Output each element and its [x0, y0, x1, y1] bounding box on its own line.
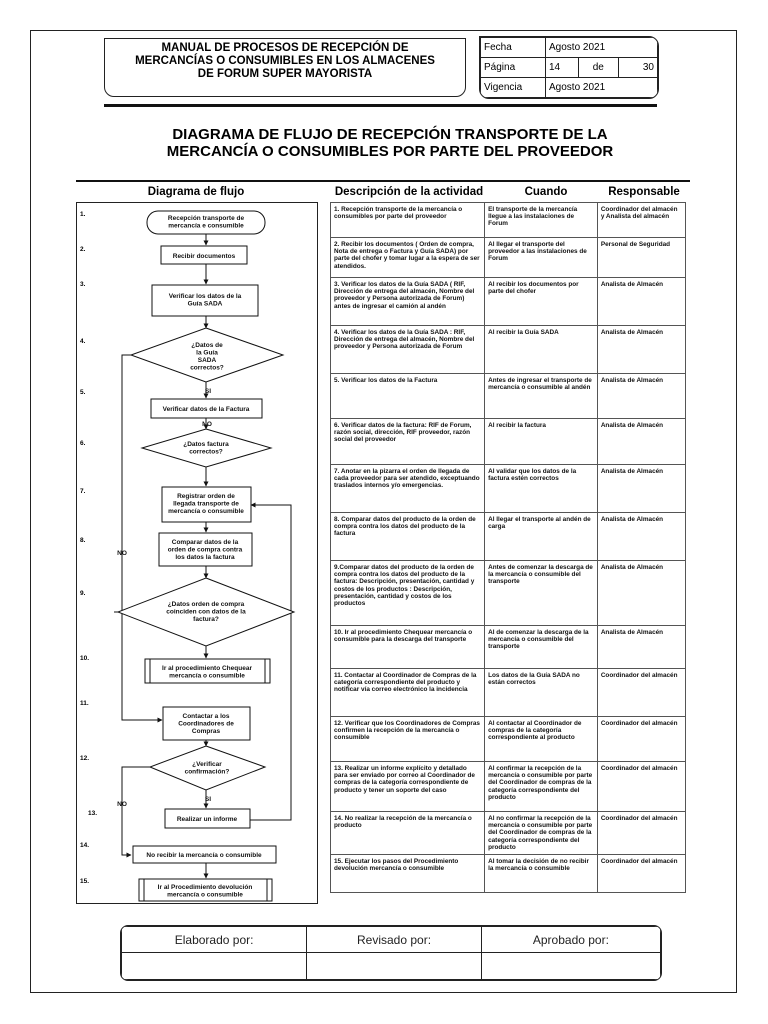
pagina-label: Página	[481, 58, 546, 78]
step-number: 7.	[80, 488, 86, 495]
flow-label: Recibir documentos	[172, 253, 236, 260]
flow-label: Ir al procedimiento Chequear	[162, 665, 252, 672]
activity-resp: Personal de Seguridad	[597, 238, 685, 278]
activity-when: Antes de comenzar la descarga de la mercancía o consumible del transporte	[485, 561, 598, 626]
flow-label: confirmación?	[184, 768, 230, 776]
branch-label: NO	[117, 801, 127, 808]
flow-label: correctos?	[189, 448, 223, 456]
activity-table	[330, 202, 686, 893]
step-number: 15.	[80, 878, 90, 885]
activity-when: Al validar que los datos de la factura estén correctos	[485, 465, 598, 513]
flow-label: Comparar datos de la	[171, 539, 239, 546]
column-when: Cuando	[524, 186, 568, 198]
column-desc: Descripción de la actividad	[334, 186, 484, 198]
flow-label: No recibir la mercancía o consumible	[146, 852, 262, 859]
activity-resp: Analista de Almacén	[597, 326, 685, 374]
step-number: 5.	[80, 389, 86, 396]
activity-when: Al recibir los documentos por parte del chofer	[485, 278, 598, 326]
flow-label: mercancía o consumible	[169, 672, 245, 680]
activity-resp: Coordinador del almacén	[597, 812, 685, 855]
signature-box	[120, 925, 662, 981]
step-number: 11.	[80, 700, 89, 707]
activity-resp: Coordinador del almacén y Analista del almacén	[597, 203, 685, 238]
step-number: 9.	[80, 590, 86, 597]
activity-resp: Coordinador del almacén	[597, 717, 685, 762]
activity-when: Al tomar la decisión de no recibir la mercancía o consumible	[485, 855, 598, 893]
activity-resp: Analista de Almacén	[597, 278, 685, 326]
revisado-signature	[307, 953, 482, 980]
manual-title: MANUAL DE PROCESOS DE RECEPCIÓN DE MERCANCÍAS O CONSUMIBLES EN LOS ALMACENES DE FORUM SUPER MAYORISTA	[135, 42, 435, 80]
aprobado-label: Aprobado por:	[481, 927, 660, 953]
aprobado-signature	[481, 953, 660, 980]
step-number: 10.	[80, 655, 90, 662]
activity-desc: 2. Recibir los documentos ( Orden de compra, Nota de entrega o Factura y Guía SADA) por parte del chofer y tomar lugar a la espera de ser atendidos.	[331, 238, 485, 278]
activity-row	[331, 762, 686, 812]
activity-row	[331, 513, 686, 561]
page-title: DIAGRAMA DE FLUJO DE RECEPCIÓN TRANSPORTE DE LA MERCANCÍA O CONSUMIBLES POR PARTE DEL PROVEEDOR	[166, 126, 614, 160]
flow-label: mercancía o consumible	[168, 508, 244, 515]
flow-label: los datos la factura	[175, 554, 235, 561]
flow-label: Ir al Procedimiento devolución	[157, 884, 253, 891]
flow-label: SADA	[197, 357, 217, 364]
activity-desc: 12. Verificar que los Coordinadores de Compras confirmen la recepción de la mercancía o consumible	[331, 717, 485, 762]
activity-resp: Coordinador del almacén	[597, 762, 685, 812]
branch-label: SI	[204, 796, 212, 803]
activity-row	[331, 669, 686, 717]
activity-row	[331, 419, 686, 465]
revisado-label: Revisado por:	[307, 927, 482, 953]
flow-label: ¿Datos orden de compra	[167, 601, 245, 608]
flow-label: Realizar un informe	[176, 816, 238, 823]
activity-when: El transporte de la mercancía llegue a las instalaciones de Forum	[485, 203, 598, 238]
activity-row	[331, 238, 686, 278]
flow-label: Verificar los datos de la	[168, 293, 242, 300]
activity-when: Los datos de la Guía SADA no están correctos	[485, 669, 598, 717]
activity-resp: Analista de Almacén	[597, 626, 685, 669]
step-number: 12.	[80, 755, 90, 762]
flow-label: coinciden con datos de la	[166, 608, 246, 616]
activity-desc: 10. Ir al procedimiento Chequear mercancía o consumible para la descarga del transporte	[331, 626, 485, 669]
de-label: de	[579, 58, 619, 78]
activity-desc: 11. Contactar al Coordinador de Compras de la categoría correspondiente del producto y notificar vía correo electrónico la incidencia	[331, 669, 485, 717]
activity-when: Al llegar el transporte del proveedor a las instalaciones de Forum	[485, 238, 598, 278]
column-resp: Responsable	[608, 186, 680, 198]
flow-label: Coordinadores de	[178, 720, 234, 728]
activity-row	[331, 626, 686, 669]
flow-label: Recepción transporte de	[167, 215, 245, 222]
branch-label: NO	[202, 421, 212, 428]
activity-when: Al recibir la factura	[485, 419, 598, 465]
activity-when: Al confirmar la recepción de la mercancía o consumible por parte del Coordinador de compras de la categoría correspondiente del producto	[485, 762, 598, 812]
activity-resp: Analista de Almacén	[597, 419, 685, 465]
flow-label: Verificar datos de la Factura	[162, 406, 250, 413]
activity-row	[331, 374, 686, 419]
elaborado-signature	[122, 953, 307, 980]
vigencia-value: Agosto 2021	[546, 78, 658, 98]
flow-label: mercancía o consumible	[167, 891, 243, 899]
fecha-value: Agosto 2021	[546, 38, 658, 58]
activity-desc: 6. Verificar datos de la factura: RIF de Forum, razón social, dirección, RIF proveedor, razón social del proveedor	[331, 419, 485, 465]
branch-label: NO	[117, 550, 127, 557]
activity-desc: 9.Comparar datos del producto de la orden de compra contra los datos del producto de la factura: Descripción, presentación, cantidad y costos de los productos : Descripción, presentación, cantidad y costos de los productos	[331, 561, 485, 626]
pagina-value: 14	[546, 58, 579, 78]
flow-label: ¿Datos factura	[183, 441, 229, 448]
activity-desc: 3. Verificar los datos de la Guía SADA ( RIF, Dirección de entrega del almacén, Nombre del proveedor y Persona autorizada de Forum) antes de ingresar el camión al andén	[331, 278, 485, 326]
flow-label: ¿Verificar	[192, 761, 222, 768]
activity-desc: 4. Verificar los datos de la Guía SADA : RIF, Dirección de entrega del almacén, Nombre del proveedor y Persona autorizada de Forum	[331, 326, 485, 374]
step-number: 6.	[80, 440, 86, 447]
activity-desc: 8. Comparar datos del producto de la orden de compra contra los datos del producto de la factura	[331, 513, 485, 561]
activity-resp: Analista de Almacén	[597, 561, 685, 626]
activity-when: Al contactar al Coordinador de compras de la categoría correspondiente al producto	[485, 717, 598, 762]
activity-desc: 13. Realizar un informe explícito y detallado para ser enviado por correo al Coordinador de compras de la categoría correspondiente de producto y tener un soporte del caso	[331, 762, 485, 812]
branch-label: SI	[204, 388, 212, 395]
step-number: 8.	[80, 537, 86, 544]
flow-label: correctos?	[190, 364, 224, 372]
flow-label: ¿Datos de	[191, 342, 223, 349]
step-number: 14.	[80, 842, 90, 849]
activity-row	[331, 561, 686, 626]
fecha-label: Fecha	[481, 38, 546, 58]
activity-desc: 1. Recepción transporte de la mercancía o consumibles por parte del proveedor	[331, 203, 485, 238]
activity-desc: 5. Verificar los datos de la Factura	[331, 374, 485, 419]
step-number: 3.	[80, 281, 86, 288]
activity-resp: Analista de Almacén	[597, 465, 685, 513]
activity-resp: Analista de Almacén	[597, 374, 685, 419]
activity-when: Antes de ingresar el transporte de mercancía o consumible al andén	[485, 374, 598, 419]
column-flow: Diagrama de flujo	[147, 186, 245, 198]
flow-label: Guía SADA	[187, 300, 223, 308]
step-number: 2.	[80, 246, 86, 253]
flow-label: Contactar a los	[182, 713, 230, 720]
activity-row	[331, 326, 686, 374]
activity-row	[331, 717, 686, 762]
activity-desc: 15. Ejecutar los pasos del Procedimiento devolución mercancía o consumible	[331, 855, 485, 893]
activity-when: Al recibir la Guía SADA	[485, 326, 598, 374]
elaborado-label: Elaborado por:	[122, 927, 307, 953]
activity-row	[331, 465, 686, 513]
activity-when: Al de comenzar la descarga de la mercancía o consumible del transporte	[485, 626, 598, 669]
activity-desc: 14. No realizar la recepción de la mercancía o producto	[331, 812, 485, 855]
activity-when: Al no confirmar la recepción de la mercancía o consumible por parte del Coordinador de compras de la categoría correspondiente del producto	[485, 812, 598, 855]
flow-label: Registrar orden de	[177, 493, 235, 500]
flow-label: mercancía e consumible	[168, 222, 244, 230]
flow-label: factura?	[193, 616, 219, 623]
activity-resp: Coordinador del almacén	[597, 669, 685, 717]
step-number: 13.	[88, 810, 98, 817]
activity-row	[331, 812, 686, 855]
activity-row	[331, 203, 686, 238]
vigencia-label: Vigencia	[481, 78, 546, 98]
flow-label: Compras	[191, 728, 221, 735]
total-pages: 30	[618, 58, 658, 78]
activity-resp: Analista de Almacén	[597, 513, 685, 561]
activity-desc: 7. Anotar en la pizarra el orden de llegada de cada proveedor para ser atendido, exceptuando traslados internos y/o emergencias.	[331, 465, 485, 513]
flow-label: llegada transporte de	[173, 500, 239, 508]
flow-label: orden de compra contra	[167, 546, 243, 554]
step-number: 4.	[80, 338, 86, 345]
activity-row	[331, 855, 686, 893]
activity-when: Al llegar el transporte al andén de carga	[485, 513, 598, 561]
activity-row	[331, 278, 686, 326]
step-number: 1.	[80, 211, 86, 218]
flow-label: la Guía	[196, 349, 218, 357]
activity-resp: Coordinador del almacén	[597, 855, 685, 893]
